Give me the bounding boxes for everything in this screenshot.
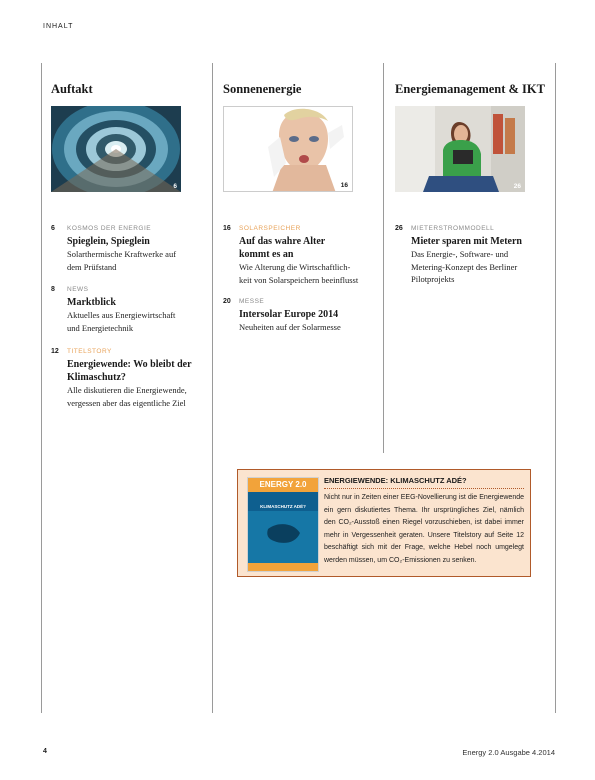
entry-page-number: 6 (51, 225, 55, 232)
entry-title: Spieglein, Spieglein (67, 236, 150, 247)
toc-entry[interactable] (51, 348, 201, 410)
toc-entry[interactable] (223, 225, 373, 285)
publication-info: Energy 2.0 Ausgabe 4.2014 (462, 748, 555, 757)
entry-category: KOSMOS DER ENERGIE (67, 225, 152, 232)
column-title-energiemanagement: Energiemanagement & IKT (395, 82, 545, 96)
toc-entry[interactable] (51, 225, 201, 273)
toc-entry[interactable] (223, 298, 373, 334)
thumbnail-page-number: 26 (513, 183, 521, 190)
thumbnail-page-number: 16 (340, 182, 348, 189)
entry-category: TITELSTORY (67, 348, 112, 355)
entry-description-line: Alle diskutieren die Energiewende, (67, 385, 187, 395)
entry-description-line: vergessen aber das eigentliche Ziel (67, 397, 186, 408)
entry-page-number: 20 (223, 298, 231, 305)
entry-title: Marktblick (67, 297, 116, 308)
column-title-sonnenenergie: Sonnenenergie (223, 82, 302, 96)
entry-page-number: 16 (223, 225, 231, 232)
column-title-auftakt: Auftakt (51, 82, 93, 96)
tunnel-image (51, 106, 181, 192)
feature-box-divider (324, 488, 524, 489)
woman-tablet-image (395, 106, 525, 192)
column-divider (212, 63, 213, 713)
magazine-cover[interactable] (247, 477, 319, 572)
column-divider (41, 63, 42, 713)
entry-category: MIETERSTROMMODELL (411, 225, 495, 232)
thumbnail-woman-tablet[interactable] (395, 106, 525, 192)
entry-page-number: 26 (395, 225, 403, 232)
entry-description-line: Pilotprojekts (411, 274, 455, 284)
thumbnail-woman-face[interactable] (223, 106, 353, 192)
page-number: 4 (43, 748, 47, 755)
column-divider (555, 63, 556, 713)
entry-description-line: und Energietechnik (67, 322, 134, 333)
entry-description-line: Solarthermische Kraftwerke auf (67, 249, 177, 259)
entry-category: SOLARSPEICHER (239, 225, 301, 232)
entry-description-line: Aktuelles aus Energiewirtschaft (67, 310, 176, 320)
toc-entry[interactable] (51, 286, 201, 334)
thumbnail-page-number: 6 (173, 183, 177, 190)
feature-box[interactable] (237, 469, 531, 577)
entry-title: Mieter sparen mit Metern (411, 236, 522, 247)
entry-title: Energiewende: Wo bleibt der Klimaschutz? (67, 359, 192, 383)
header-label: INHALT (43, 23, 74, 30)
entry-description-line: Neuheiten auf der Solarmesse (239, 322, 341, 332)
entry-page-number: 8 (51, 286, 55, 293)
entry-title: Intersolar Europe 2014 (239, 309, 339, 320)
cover-ocean-image (248, 511, 318, 571)
entry-category: MESSE (239, 298, 265, 305)
thumbnail-tunnel[interactable] (51, 106, 181, 192)
cover-masthead: ENERGY 2.0 (248, 478, 318, 492)
feature-box-text: Nicht nur in Zeiten einer EEG-Novellierung ist die Energiewende ein gern diskutiertes Thema. Ihr ursprüngliches Ziel, nämlich den CO₂-Ausstoß einen Riegel vorzuschieben, ist dabei immer mehr in Vergessenheit geraten. Unsere Titelstory auf Seite 12 beschäftigt sich mit der Frage, welche Hebel noch umgelegt werden müssen, um CO₂-Emissionen zu senken. (324, 494, 524, 564)
entry-description-line: dem Prüfstand (67, 261, 117, 272)
entry-description-line: Wie Alterung die Wirtschaftlich- (239, 262, 351, 272)
woman-face-image (224, 107, 353, 192)
entry-description-line: keit von Solarspeichern beeinflusst (239, 274, 359, 285)
entry-page-number: 12 (51, 348, 59, 355)
toc-entry[interactable] (395, 225, 545, 285)
entry-description-line: Metering-Konzept des Berliner (411, 261, 518, 272)
entry-description-line: Das Energie-, Software- und (411, 249, 509, 259)
entry-title: Auf das wahre Alter kommt es an (239, 236, 326, 260)
column-divider (383, 63, 384, 453)
feature-box-title: ENERGIEWENDE: KLIMASCHUTZ ADÉ? (324, 476, 467, 485)
cover-headline: KLIMASCHUTZ ADÉ? (260, 504, 306, 509)
entry-category: NEWS (67, 286, 89, 293)
